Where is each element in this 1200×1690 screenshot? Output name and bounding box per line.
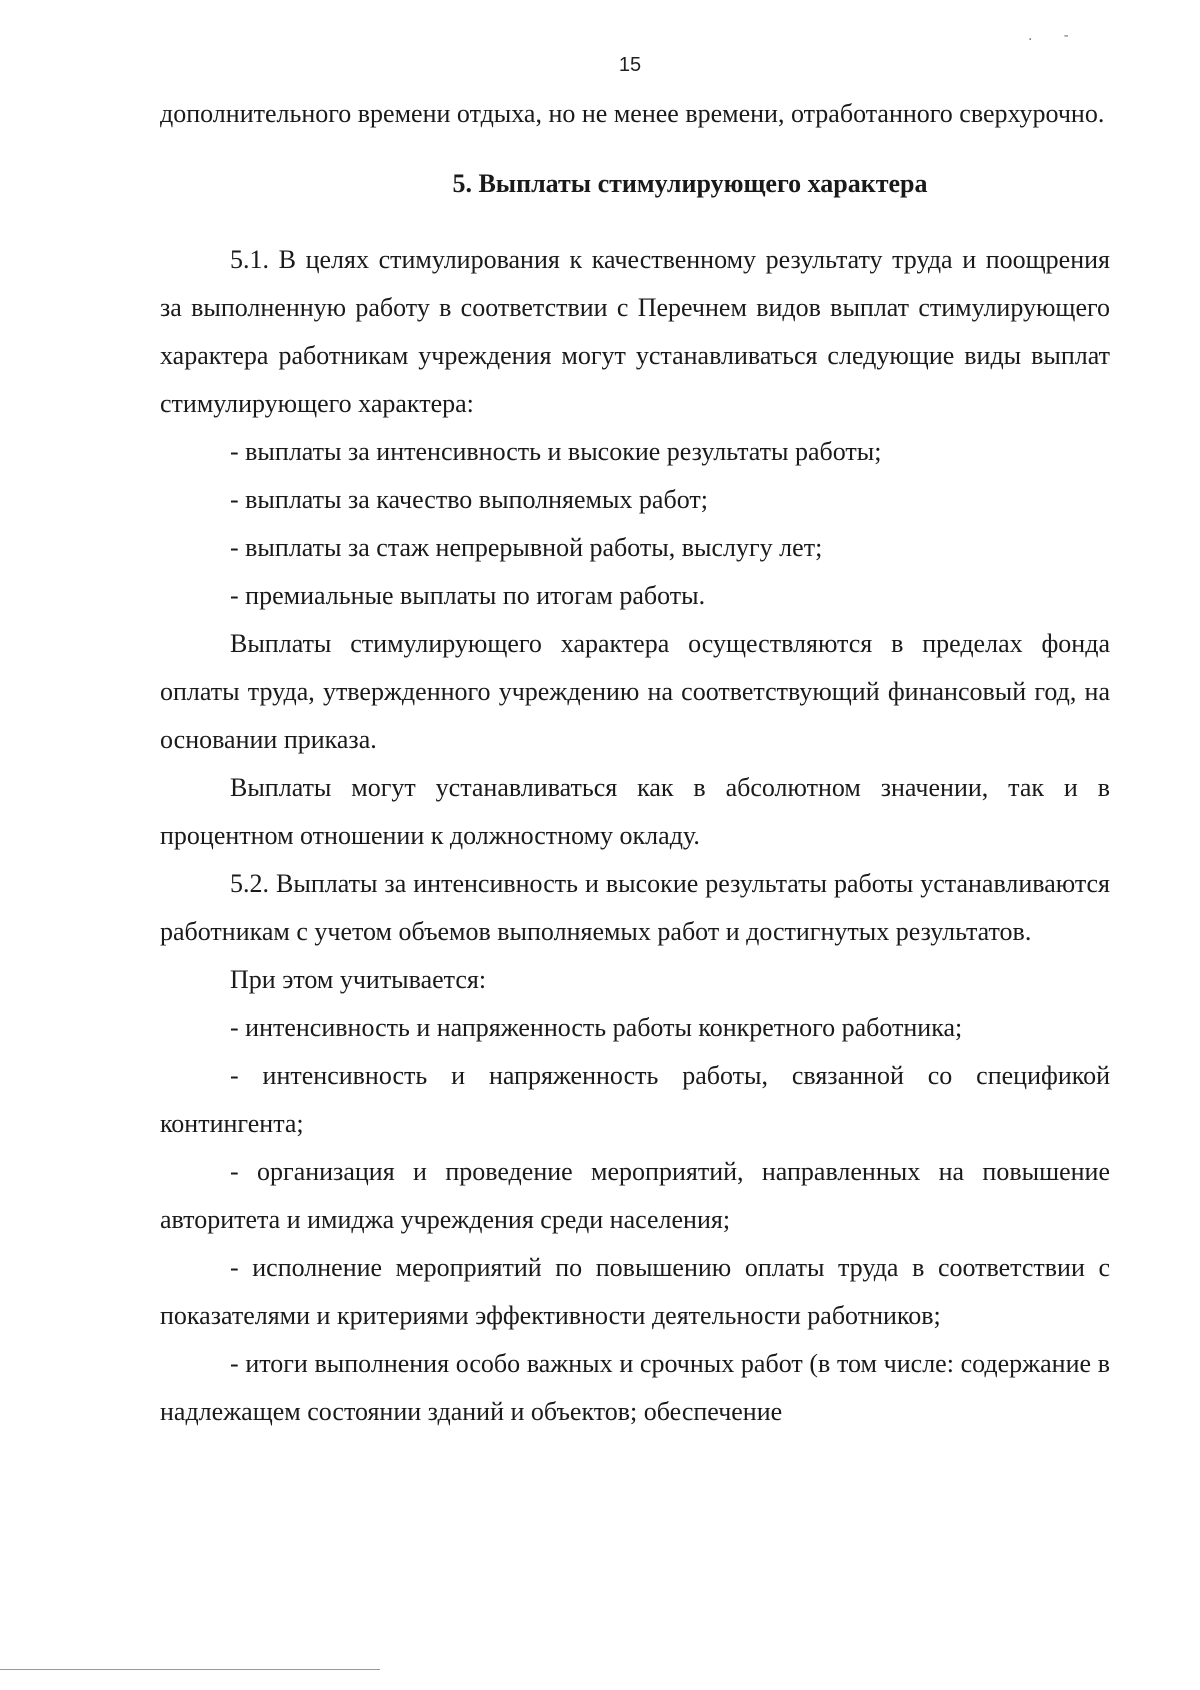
list-item: - выплаты за интенсивность и высокие результаты работы;: [230, 437, 882, 466]
list-item: - интенсивность и напряженность работы, связанной со спецификой контингента;: [160, 1061, 1110, 1138]
page-number: 15: [618, 54, 642, 76]
paragraph-fund: Выплаты стимулирующего характера осуществляются в пределах фонда оплаты труда, утвержденного учреждению на соответствующий финансовый год, на основании приказа.: [160, 629, 1110, 754]
scan-artifact: . -: [1028, 28, 1069, 44]
list-item: - исполнение мероприятий по повышению оплаты труда в соответствии с показателями и критериями эффективности деятельности работников;: [160, 1253, 1110, 1330]
paragraph-absolute: Выплаты могут устанавливаться как в абсолютном значении, так и в процентном отношении к должностному окладу.: [160, 773, 1110, 850]
list-item: - выплаты за стаж непрерывной работы, выслугу лет;: [230, 533, 823, 562]
list-item: - организация и проведение мероприятий, направленных на повышение авторитета и имиджа учреждения среди населения;: [160, 1157, 1110, 1234]
continued-paragraph: дополнительного времени отдыха, но не менее времени, отработанного сверхурочно.: [160, 99, 1105, 128]
considered-label: При этом учитывается:: [230, 965, 487, 994]
section-5-2-intro: 5.2. Выплаты за интенсивность и высокие результаты работы устанавливаются работникам с учетом объемов выполняемых работ и достигнутых результатов.: [160, 869, 1110, 946]
list-item: - интенсивность и напряженность работы конкретного работника;: [230, 1013, 963, 1042]
document-body: [160, 90, 1110, 1436]
section-5-1-intro: 5.1. В целях стимулирования к качественному результату труда и поощрения за выполненную работу в соответствии с Перечнем видов выплат стимулирующего характера работникам учреждения могут устанавливаться следующие виды выплат стимулирующего характера:: [160, 245, 1110, 418]
list-item: - премиальные выплаты по итогам работы.: [230, 581, 706, 610]
list-item: - итоги выполнения особо важных и срочных работ (в том числе: содержание в надлежащем состоянии зданий и объектов; обеспечение: [160, 1349, 1110, 1426]
section-heading: 5. Выплаты стимулирующего характера: [452, 169, 928, 198]
list-item: - выплаты за качество выполняемых работ;: [230, 485, 708, 514]
scan-edge-line: [0, 1669, 380, 1670]
